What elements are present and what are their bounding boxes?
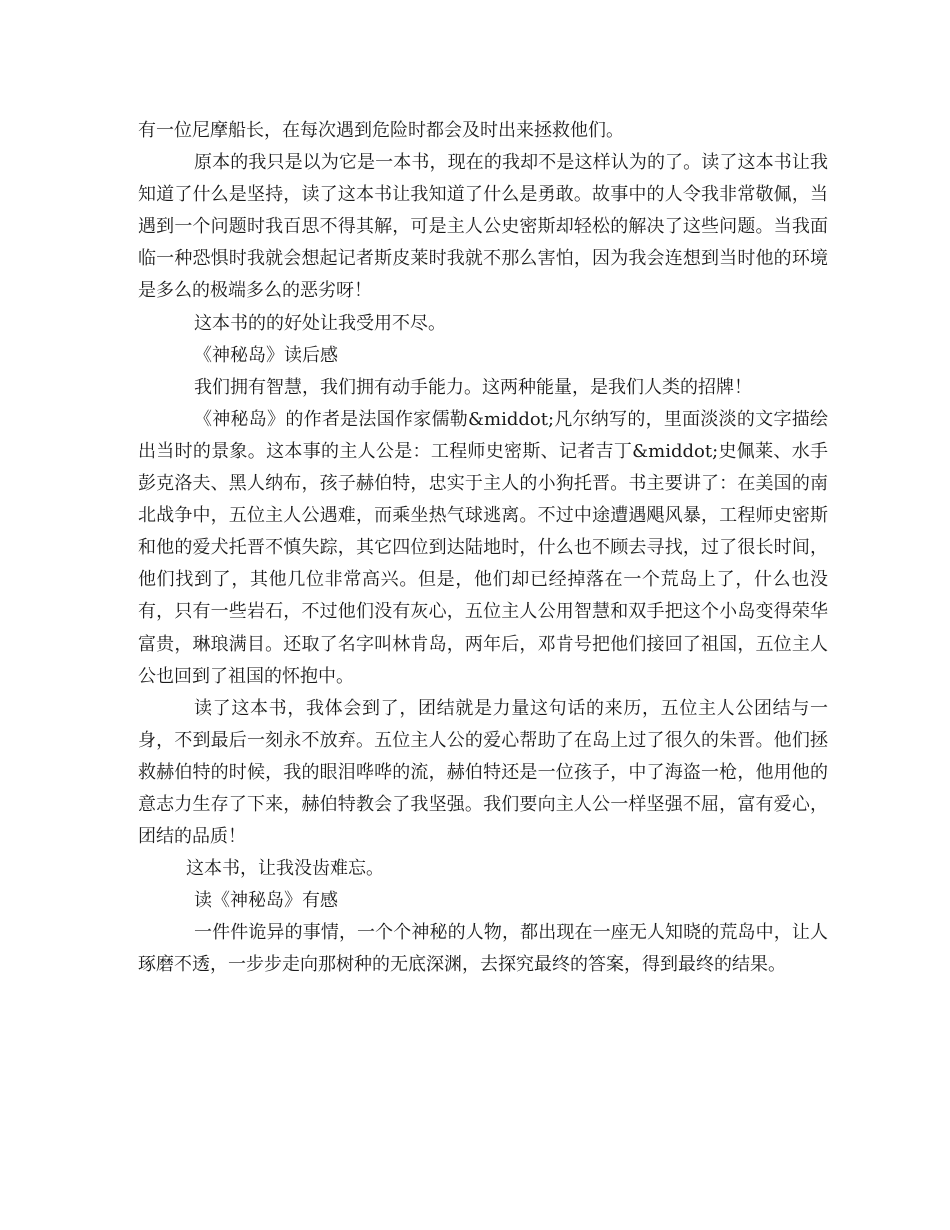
section-heading-1: 《神秘岛》读后感 [194,344,338,366]
document-page [138,115,828,982]
paragraph-closing: 这本书，让我没齿难忘。 [186,858,384,880]
paragraph-continuation: 有一位尼摩船长，在每次遇到危险时都会及时出来拯救他们。 [138,120,624,141]
paragraph-mystery: 一件件诡异的事情，一个个神秘的人物，都出现在一座无人知晓的荒岛中，让人琢磨不透，一步步走向那树种的无底深渊，去探究最终的答案，得到最终的结果。 [138,922,828,976]
paragraph-benefit: 这本书的的好处让我受用不尽。 [194,312,446,334]
section-heading-2: 读《神秘岛》有感 [194,890,338,912]
paragraph-lesson: 读了这本书，我体会到了，团结就是力量这句话的来历，五位主人公团结与一身，不到最后一刻永不放弃。五位主人公的爱心帮助了在岛上过了很久的朱晋。他们拯救赫伯特的时候，我的眼泪哗哗的流，赫伯特还是一位孩子，中了海盗一枪，他用他的意志力生存了下来，赫伯特教会了我坚强。我们要向主人公一样坚强不屈，富有爱心，团结的品质！ [138,697,828,848]
paragraph-intro: 我们拥有智慧，我们拥有动手能力。这两种能量，是我们人类的招牌！ [194,376,752,398]
paragraph-reflection: 原本的我只是以为它是一本书，现在的我却不是这样认为的了。读了这本书让我知道了什么是坚持，读了这本书让我知道了什么是勇敢。故事中的人令我非常敬佩，当遇到一个问题时我百思不得其解，可是主人公史密斯却轻松的解决了这些问题。当我面临一种恐惧时我就会想起记者斯皮莱时我就不那么害怕，因为我会连想到当时他的环境是多么的极端多么的恶劣呀！ [138,152,828,302]
paragraph-summary: 《神秘岛》的作者是法国作家儒勒&middot;凡尔纳写的，里面淡淡的文字描绘出当时的景象。这本事的主人公是：工程师史密斯、记者吉丁&middot;史佩莱、水手彭克洛夫、黑人纳布，孩子赫伯特，忠实于主人的小狗托晋。书主要讲了：在美国的南北战争中，五位主人公遇难，而乘坐热气球逃离。不过中途遭遇飓风暴，工程师史密斯和他的爱犬托晋不慎失踪，其它四位到达陆地时，什么也不顾去寻找，过了很长时间，他们找到了，其他几位非常高兴。但是，他们却已经掉落在一个荒岛上了，什么也没有，只有一些岩石，不过他们没有灰心，五位主人公用智慧和双手把这个小岛变得荣华富贵，琳琅满目。还取了名字叫林肯岛，两年后，邓肯号把他们接回了祖国，五位主人公也回到了祖国的怀抱中。 [138,408,828,687]
